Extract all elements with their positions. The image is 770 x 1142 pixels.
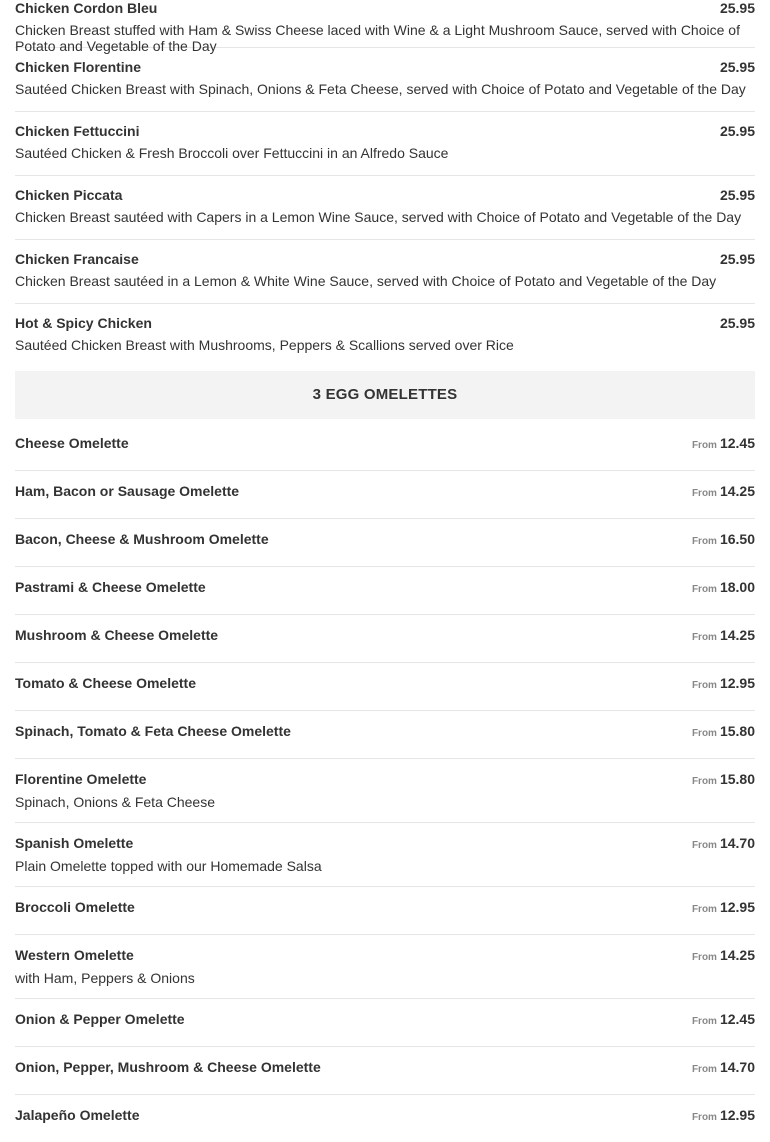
item-description: Chicken Breast sautéed in a Lemon & White Wine Sauce, served with Choice of Potato and Vegetable of the Day <box>15 273 717 289</box>
item-price <box>692 627 755 646</box>
menu-item-hot-spicy-chicken[interactable] <box>15 304 755 367</box>
item-price: 25.95 <box>719 315 755 331</box>
item-name: Chicken Fettuccini <box>15 123 140 139</box>
menu-item-cheese-omelette[interactable] <box>15 419 755 471</box>
item-name: Pastrami & Cheese Omelette <box>15 579 206 595</box>
from-label: From <box>691 1064 717 1075</box>
menu-item-tomato-cheese-omelette[interactable] <box>15 663 755 711</box>
item-name: Broccoli Omelette <box>15 899 135 915</box>
item-price <box>692 435 755 454</box>
price-value: 12.95 <box>719 899 755 915</box>
item-price <box>692 771 755 790</box>
from-label: From <box>691 728 717 739</box>
item-name: Western Omelette <box>15 947 134 963</box>
price-value: 12.95 <box>719 1107 755 1123</box>
from-label: From <box>691 536 717 547</box>
item-price <box>692 899 755 918</box>
price-value: 14.25 <box>719 947 755 963</box>
item-price <box>692 947 755 966</box>
price-value: 12.95 <box>719 675 755 691</box>
price-value: 18.00 <box>719 579 755 595</box>
from-label: From <box>691 840 717 851</box>
menu-item-onion-pepper-omelette[interactable] <box>15 999 755 1047</box>
from-label: From <box>691 440 717 451</box>
menu-item-mushroom-cheese-omelette[interactable] <box>15 615 755 663</box>
item-price: 25.95 <box>719 251 755 267</box>
menu-list <box>15 0 755 1142</box>
item-price <box>692 1011 755 1030</box>
from-label: From <box>691 776 717 787</box>
from-label: From <box>691 680 717 691</box>
from-label: From <box>691 488 717 499</box>
item-name: Onion, Pepper, Mushroom & Cheese Omelette <box>15 1059 321 1075</box>
item-name: Hot & Spicy Chicken <box>15 315 152 331</box>
item-name: Chicken Francaise <box>15 251 139 267</box>
price-value: 16.50 <box>719 531 755 547</box>
section-header-omelettes: 3 EGG OMELETTES <box>15 371 755 419</box>
menu-item-spinach-tomato-feta-omelette[interactable] <box>15 711 755 759</box>
item-price: 25.95 <box>719 59 755 75</box>
item-price: 25.95 <box>719 0 755 16</box>
item-price <box>692 835 755 854</box>
item-price <box>692 579 755 598</box>
price-value: 15.80 <box>719 771 755 787</box>
price-value: 14.70 <box>719 1059 755 1075</box>
item-description: Sautéed Chicken Breast with Spinach, Onions & Feta Cheese, served with Choice of Potato and Vegetable of the Day <box>15 81 746 97</box>
price-value: 15.80 <box>719 723 755 739</box>
item-name: Florentine Omelette <box>15 771 147 787</box>
item-name: Chicken Florentine <box>15 59 142 75</box>
item-description: Chicken Breast stuffed with Ham & Swiss Cheese laced with Wine & a Light Mushroom Sauce, served with Choice of Potato and Vegetable of the Day <box>15 22 740 54</box>
from-label: From <box>691 584 717 595</box>
price-value: 12.45 <box>719 435 755 451</box>
item-name: Jalapeño Omelette <box>15 1107 140 1123</box>
item-price <box>692 1107 755 1126</box>
menu-item-broccoli-omelette[interactable] <box>15 887 755 935</box>
item-name: Spanish Omelette <box>15 835 134 851</box>
item-name: Chicken Piccata <box>15 187 123 203</box>
item-description: Sautéed Chicken & Fresh Broccoli over Fettuccini in an Alfredo Sauce <box>15 145 449 161</box>
menu-item-chicken-florentine[interactable] <box>15 48 755 112</box>
from-label: From <box>691 632 717 643</box>
item-name: Cheese Omelette <box>15 435 129 451</box>
item-name: Bacon, Cheese & Mushroom Omelette <box>15 531 269 547</box>
price-value: 12.45 <box>719 1011 755 1027</box>
price-value: 14.25 <box>719 483 755 499</box>
item-price <box>692 483 755 502</box>
from-label: From <box>691 952 717 963</box>
item-description: Chicken Breast sautéed with Capers in a Lemon Wine Sauce, served with Choice of Potato and Vegetable of the Day <box>15 209 742 225</box>
item-description: Spinach, Onions & Feta Cheese <box>15 794 216 810</box>
menu-item-chicken-piccata[interactable] <box>15 176 755 240</box>
item-price: 25.95 <box>719 187 755 203</box>
menu-item-spanish-omelette[interactable] <box>15 823 755 887</box>
menu-item-onion-pepper-mushroom-cheese-omelette[interactable] <box>15 1047 755 1095</box>
item-price: 25.95 <box>719 123 755 139</box>
price-value: 14.25 <box>719 627 755 643</box>
menu-item-chicken-francaise[interactable] <box>15 240 755 304</box>
menu-item-chicken-cordon-bleu[interactable] <box>15 0 755 54</box>
menu-item-chicken-fettuccini[interactable] <box>15 112 755 176</box>
item-price <box>692 1059 755 1078</box>
item-name: Onion & Pepper Omelette <box>15 1011 185 1027</box>
item-name: Tomato & Cheese Omelette <box>15 675 197 691</box>
item-price <box>692 531 755 550</box>
item-name: Chicken Cordon Bleu <box>15 0 158 16</box>
menu-item-ham-bacon-sausage-omelette[interactable] <box>15 471 755 519</box>
from-label: From <box>691 904 717 915</box>
item-description: Sautéed Chicken Breast with Mushrooms, Peppers & Scallions served over Rice <box>15 337 514 353</box>
menu-item-florentine-omelette[interactable] <box>15 759 755 823</box>
from-label: From <box>691 1112 717 1123</box>
item-price <box>692 723 755 742</box>
price-value: 14.70 <box>719 835 755 851</box>
item-description: Plain Omelette topped with our Homemade Salsa <box>15 858 322 874</box>
item-name: Mushroom & Cheese Omelette <box>15 627 219 643</box>
item-name: Ham, Bacon or Sausage Omelette <box>15 483 240 499</box>
menu-item-bacon-cheese-mushroom-omelette[interactable] <box>15 519 755 567</box>
item-price <box>692 675 755 694</box>
menu-item-pastrami-cheese-omelette[interactable] <box>15 567 755 615</box>
from-label: From <box>691 1016 717 1027</box>
item-description: with Ham, Peppers & Onions <box>15 970 195 986</box>
menu-item-western-omelette[interactable] <box>15 935 755 999</box>
item-name: Spinach, Tomato & Feta Cheese Omelette <box>15 723 291 739</box>
